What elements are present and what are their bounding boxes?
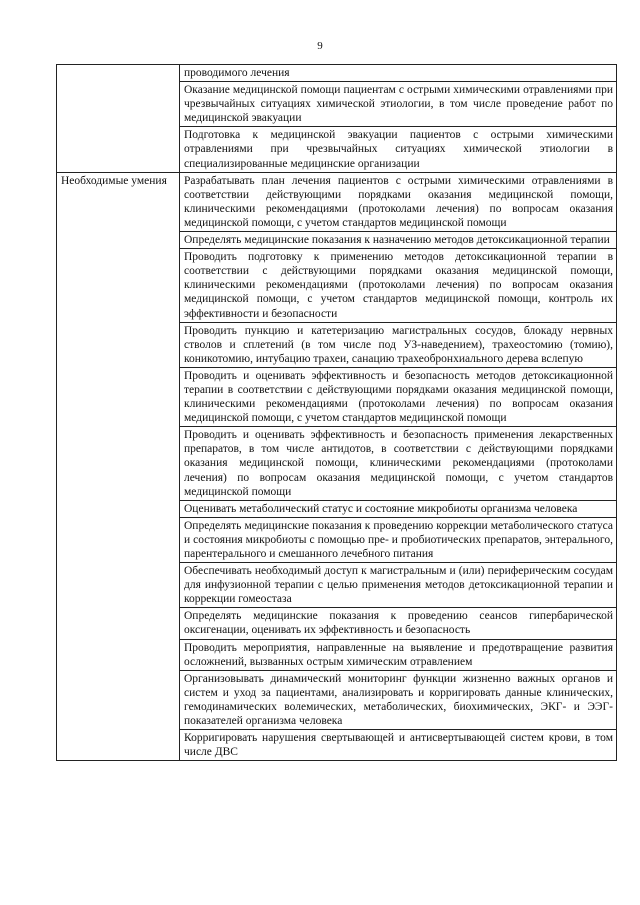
item-text: Обеспечивать необходимый доступ к магистральным и (или) периферическим сосудам для инфузионной терапии с целью применения методов детоксикационной терапии и коррекции гомеостаза [184, 565, 613, 606]
item-cell [180, 608, 617, 639]
category-cell [57, 65, 180, 173]
item-text: Определять медицинские показания к проведению коррекции метаболического статуса и состояния микробиоты с помощью пре- и пробиотических препаратов, энтерального, парентерального и смешанного лечебного питания [184, 519, 613, 560]
category-cell [57, 172, 180, 761]
page-number: 9 [317, 40, 323, 52]
item-text: Организовывать динамический мониторинг функции жизненно важных органов и систем и уход за пациентами, анализировать и корригировать данные клинических, гемодинамических волемических, метаболических, биохимических, ЭКГ- и ЭЭГ-показателей организма человека [184, 672, 613, 728]
item-text: проводимого лечения [184, 67, 290, 79]
item-cell [180, 172, 617, 231]
table-row [57, 65, 617, 82]
item-cell [180, 427, 617, 500]
item-text: Проводить пункцию и катетеризацию магистральных сосудов, блокаду нервных стволов и сплетений (в том числе под УЗ-наведением), трахеостомию (томию), коникотомию, интубацию трахеи, санацию трахеобронхиального дерева вслепую [184, 324, 613, 365]
item-cell [180, 670, 617, 729]
item-cell [180, 249, 617, 322]
item-cell [180, 563, 617, 608]
item-cell [180, 127, 617, 172]
item-text: Оказание медицинской помощи пациентам с острыми химическими отравлениями при чрезвычайных ситуациях химической этиологии, в том числе проведение работ по медицинской эвакуации [184, 84, 613, 125]
item-cell [180, 322, 617, 367]
item-cell [180, 367, 617, 426]
item-cell [180, 730, 617, 761]
item-cell [180, 500, 617, 517]
item-text: Определять медицинские показания к проведению сеансов гипербарической оксигенации, оценивать их эффективность и безопасность [184, 610, 613, 637]
item-text: Разрабатывать план лечения пациентов с острыми химическими отравлениями в соответствии действующими порядками оказания медицинской помощи, клиническими рекомендациями (протоколами лечения) по вопросам оказания медицинской помощи, с учетом стандартов медицинской помощи [184, 174, 613, 229]
item-text: Определять медицинские показания к назначению методов детоксикационной терапии [184, 234, 610, 247]
item-cell [180, 232, 617, 249]
item-text: Подготовка к медицинской эвакуации пациентов с острыми химическими отравлениями при чрезвычайных ситуациях химической этиологии в специализированные медицинские организации [184, 129, 613, 170]
item-text: Проводить мероприятия, направленные на выявление и предотвращение развития осложнений, вызванных острым химическим отравлением [184, 641, 613, 668]
item-text: Проводить и оценивать эффективность и безопасность методов детоксикационной терапии в соответствии с действующими порядками оказания медицинской помощи, клиническими рекомендациями (протоколами лечения) по вопросам оказания медицинской помощи, с учетом стандартов медицинской помощи [184, 369, 613, 425]
item-text: Корригировать нарушения свертывающей и антисвертывающей систем крови, в том числе ДВС [184, 732, 613, 759]
item-text: Проводить подготовку к применению методов детоксикационной терапии в соответствии с действующими порядками оказания медицинской помощи, клиническими рекомендациями (протоколами лечения) по вопросам оказания медицинской помощи, с учетом стандартов медицинской помощи, контроль их эффективности и безопасности [184, 251, 613, 320]
item-text: Оценивать метаболический статус и состояние микробиоты организма человека [184, 502, 578, 515]
item-cell [180, 517, 617, 562]
table-row [57, 172, 617, 231]
item-text: Проводить и оценивать эффективность и безопасность применения лекарственных препаратов, в том числе антидотов, в соответствии с действующими порядками оказания медицинской помощи, клиническими рекомендациями (протоколами лечения) по вопросам оказания медицинской помощи, с учетом стандартов медицинской помощи [184, 429, 613, 498]
item-cell [180, 65, 617, 82]
item-cell [180, 639, 617, 670]
category-label: Необходимые умения [61, 174, 167, 187]
requirements-table [56, 64, 617, 761]
item-cell [180, 82, 617, 127]
